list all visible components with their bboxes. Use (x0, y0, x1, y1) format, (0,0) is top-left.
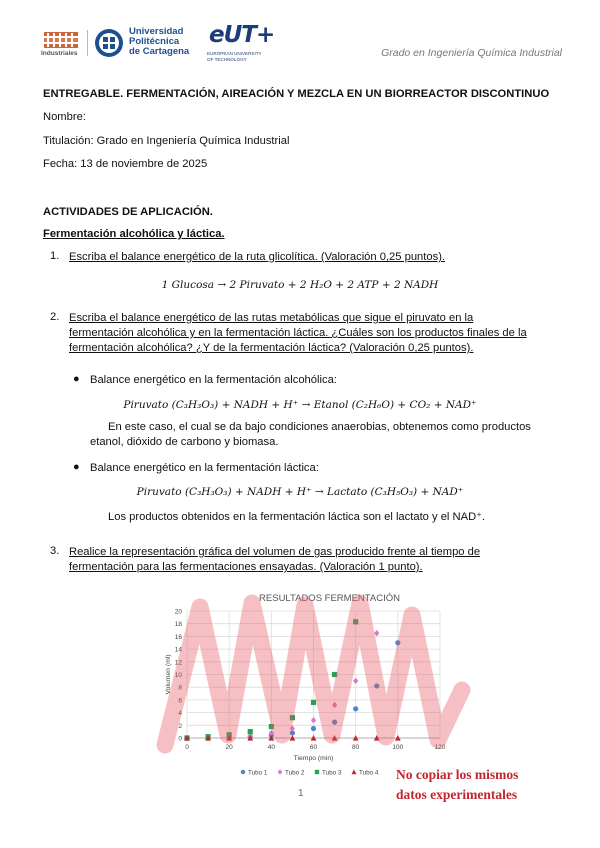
y-tick-label: 8 (178, 684, 182, 692)
document-title: ENTREGABLE. FERMENTACIÓN, AIREACIÓN Y MEZCLA EN UN BIORREACTOR DISCONTINUO (43, 88, 550, 100)
field-titulacion: Titulación: Grado en Ingeniería Química Industrial (43, 135, 290, 147)
equation-lactic: Piruvato (C₃H₃O₃) + NADH + H⁺ → Lactato (C₃H₅O₃) + NAD⁺ (136, 486, 464, 498)
logo-eut (205, 24, 285, 64)
q2-line-1: Escriba el balance energético de las rutas metabólicas que sigue el piruvato en la (69, 312, 474, 324)
y-tick-label: 18 (174, 621, 182, 629)
y-tick-label: 16 (174, 633, 182, 641)
eut-line-2: OF TECHNOLOGY (207, 56, 247, 62)
x-tick-label: 80 (352, 744, 360, 751)
page-number: 1 (298, 788, 304, 799)
x-tick-label: 60 (309, 744, 318, 751)
q1-text: Escriba el balance energético de la ruta glicolítica. (Valoración 0,25 puntos). (69, 251, 446, 263)
equation-alcohol: Piruvato (C₃H₃O₃) + NADH + H⁺ → Etanol (C₂H₆O) + CO₂ + NAD⁺ (123, 399, 477, 411)
y-tick-label: 12 (174, 659, 182, 667)
data-point-tubo-2 (311, 717, 316, 723)
y-tick-label: 20 (174, 608, 182, 616)
legend-marker-tubo-3 (315, 770, 319, 774)
bullet-alcohol: Balance energético en la fermentación alcohólica: (90, 374, 337, 386)
upct-line-3: de Cartagena (129, 46, 190, 57)
y-tick-label: 10 (174, 672, 182, 679)
legend-label: Tubo 2 (285, 769, 305, 777)
eut-wordmark: eUT+ (209, 22, 275, 48)
legend-marker-tubo-4 (352, 769, 357, 774)
chart-title: RESULTADOS FERMENTACIÓN (259, 593, 400, 604)
legend-marker-tubo-2 (278, 769, 282, 775)
field-fecha: Fecha: 13 de noviembre de 2025 (43, 158, 208, 170)
legend-label: Tubo 1 (248, 769, 268, 777)
subsection-heading: Fermentación alcohólica y láctica. (43, 228, 225, 240)
x-axis-label: Tiempo (min) (293, 755, 334, 762)
legend-label: Tubo 3 (322, 769, 342, 777)
bullet-dot-icon: ● (73, 373, 80, 385)
y-tick-label: 6 (178, 697, 182, 705)
y-tick-label: 4 (178, 710, 182, 718)
warning-line-1: No copiar los mismos (396, 767, 519, 782)
x-tick-label: 40 (267, 744, 275, 751)
x-tick-label: 120 (434, 744, 446, 751)
logo-upct (94, 27, 204, 59)
fermentation-chart (0, 585, 600, 785)
q3-line-1: Realice la representación gráfica del volumen de gas producido frente al tiempo de (69, 546, 481, 558)
q1-equation: 1 Glucosa → 2 Piruvato + 2 H₂O + 2 ATP + 2 NADH (161, 279, 439, 291)
logo-industriales (41, 28, 81, 62)
q2-number: 2. (50, 311, 60, 323)
q3-number: 3. (50, 545, 60, 557)
y-tick-label: 14 (174, 646, 182, 654)
eut-line-1: EUROPEAN UNIVERSITY (207, 51, 262, 56)
y-tick-label: 0 (178, 735, 182, 743)
field-nombre: Nombre: (43, 111, 86, 123)
text-lactic: Los productos obtenidos en la fermentación láctica son el lactato y el NAD⁺. (108, 511, 486, 523)
y-axis-label: Volumen (ml) (165, 654, 172, 695)
section-heading: ACTIVIDADES DE APLICACIÓN. (43, 206, 213, 218)
q2-line-2: fermentación alcohólica y en la fermentación láctica. ¿Cuáles son los productos finales de la (69, 327, 527, 339)
q3-line-2: fermentación para las fermentaciones ensayadas. (Valoración 1 punto). (69, 561, 423, 573)
warning-line-2: datos experimentales (396, 787, 518, 802)
data-point-tubo-1 (311, 726, 316, 731)
text-alcohol-line-1: En este caso, el cual se da bajo condiciones anaerobias, obtenemos como productos (108, 421, 531, 433)
x-tick-label: 100 (392, 744, 404, 751)
q2-line-3: fermentación alcohólica? ¿Y de la fermentación láctica? (Valoración 0,25 puntos). (69, 342, 474, 354)
upct-line-2: Politécnica (129, 36, 180, 47)
header-degree: Grado en Ingeniería Química Industrial (381, 47, 562, 59)
y-tick-label: 2 (178, 722, 182, 730)
header-separator (87, 30, 88, 56)
legend-label: Tubo 4 (359, 769, 379, 777)
data-point-tubo-3 (248, 729, 253, 734)
industriales-label: Industriales (41, 50, 78, 57)
bullet-dot-icon: ● (73, 461, 80, 473)
x-tick-label: 20 (225, 744, 233, 751)
q1-number: 1. (50, 250, 60, 262)
data-point-tubo-3 (311, 700, 316, 705)
upct-line-1: Universidad (129, 26, 184, 37)
bullet-lactic: Balance energético en la fermentación láctica: (90, 462, 319, 474)
legend-marker-tubo-1 (241, 770, 245, 774)
text-alcohol-line-2: etanol, dióxido de carbono y biomasa. (90, 436, 279, 448)
data-point-tubo-1 (353, 706, 358, 711)
x-tick-label: 0 (185, 744, 189, 751)
data-point-tubo-2 (353, 678, 358, 684)
upct-seal-icon (94, 28, 124, 58)
